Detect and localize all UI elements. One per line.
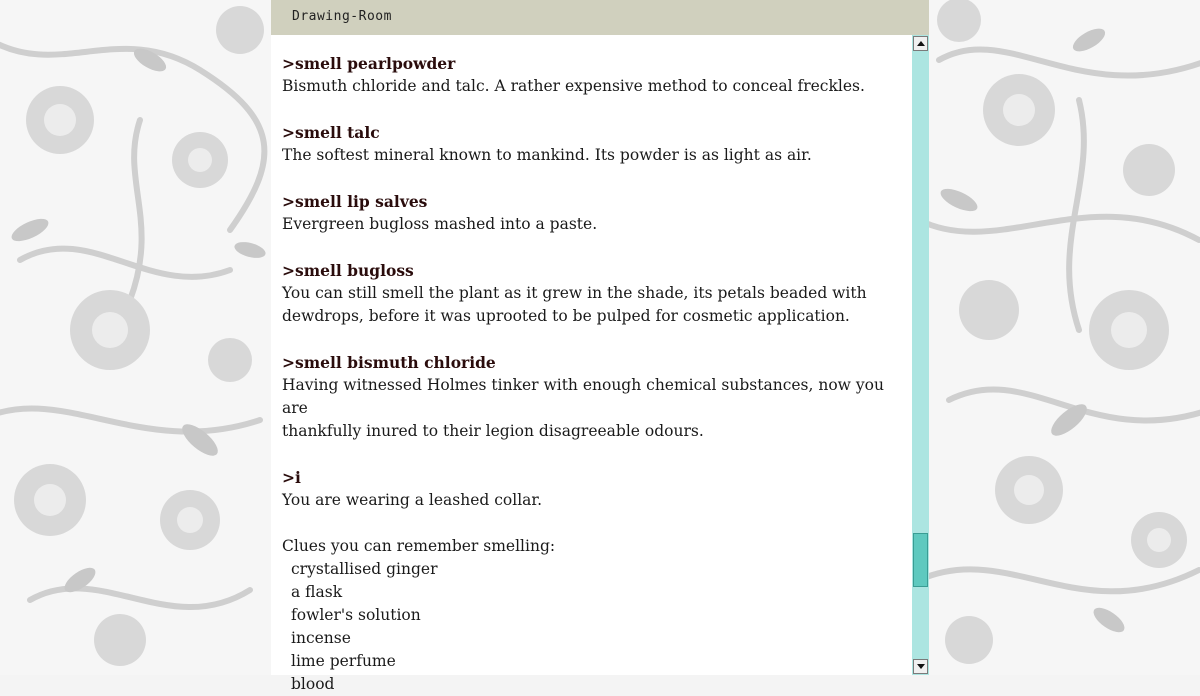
- transcript: [282, 52, 907, 693]
- clue-item: incense: [291, 629, 351, 647]
- game-response-line: Evergreen bugloss mashed into a paste.: [282, 215, 598, 233]
- clue-item: blood: [291, 675, 335, 693]
- transcript-entry: [282, 52, 907, 98]
- floral-pattern-icon: [929, 0, 1200, 675]
- scroll-down-button[interactable]: [913, 659, 928, 674]
- scrollbar[interactable]: [912, 35, 929, 675]
- scroll-thumb[interactable]: [913, 533, 928, 587]
- clue-item: a flask: [291, 583, 343, 601]
- player-command: >smell talc: [282, 123, 380, 142]
- transcript-entry: [282, 466, 907, 512]
- player-command: >smell lip salves: [282, 192, 428, 211]
- floral-wallpaper-left: [0, 0, 271, 675]
- game-response-line: dewdrops, before it was uprooted to be pulped for cosmetic application.: [282, 307, 850, 325]
- triangle-down-icon: [917, 664, 925, 669]
- status-bar: [271, 0, 929, 35]
- clue-item: lime perfume: [291, 652, 396, 670]
- player-command: >i: [282, 468, 301, 487]
- clue-item: crystallised ginger: [291, 560, 438, 578]
- player-command: >smell bismuth chloride: [282, 353, 496, 372]
- transcript-entry: [282, 121, 907, 167]
- game-response-line: thankfully inured to their legion disagreeable odours.: [282, 422, 704, 440]
- transcript-entry: [282, 259, 907, 328]
- floral-wallpaper-right: [929, 0, 1200, 675]
- transcript-entry: [282, 190, 907, 236]
- floral-pattern-icon: [0, 0, 271, 675]
- player-command: >smell pearlpowder: [282, 54, 456, 73]
- scroll-up-button[interactable]: [913, 36, 928, 51]
- clue-list-heading: Clues you can remember smelling:: [282, 537, 556, 555]
- clue-list: [282, 535, 907, 696]
- game-response-line: You are wearing a leashed collar.: [282, 491, 543, 509]
- game-response-line: Bismuth chloride and talc. A rather expensive method to conceal freckles.: [282, 77, 865, 95]
- clue-item: fowler's solution: [291, 606, 421, 624]
- location-name: Drawing-Room: [292, 9, 392, 24]
- game-response-line: Having witnessed Holmes tinker with enough chemical substances, now you are: [282, 376, 884, 417]
- game-response-line: The softest mineral known to mankind. Its powder is as light as air.: [282, 146, 812, 164]
- triangle-up-icon: [917, 41, 925, 46]
- game-window: [271, 0, 929, 693]
- player-command: >smell bugloss: [282, 261, 414, 280]
- transcript-entry: [282, 351, 907, 443]
- game-response-line: You can still smell the plant as it grew in the shade, its petals beaded with: [282, 284, 867, 302]
